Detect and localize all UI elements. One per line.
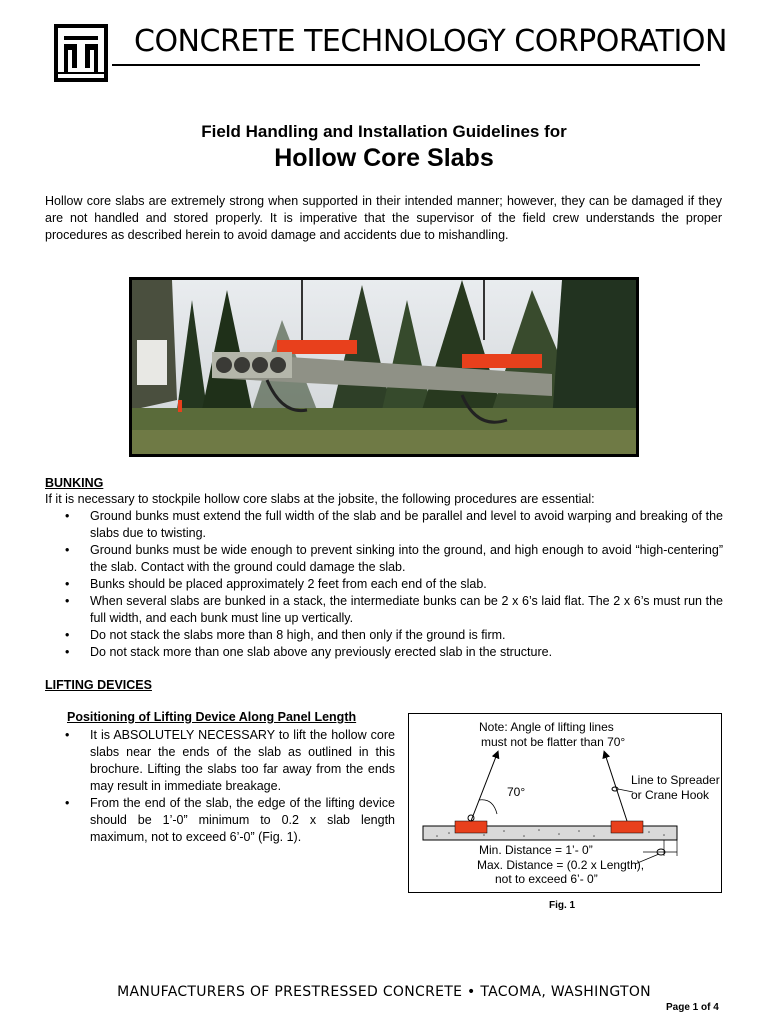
page-number: Page 1 of 4 bbox=[666, 1002, 719, 1013]
company-name: CONCRETE TECHNOLOGY CORPORATION bbox=[134, 24, 727, 59]
list-item: • Ground bunks must extend the full width of the slab and be parallel and level to avoid warping and breaking of the slabs due to twisting. bbox=[65, 509, 723, 540]
ctc-logo-icon bbox=[54, 24, 108, 82]
lifting-list bbox=[45, 727, 395, 846]
note-line-2: must not be flatter than 70° bbox=[481, 735, 626, 749]
bullet-icon: • bbox=[65, 509, 70, 523]
not-exceed-label: not to exceed 6’- 0” bbox=[495, 872, 598, 886]
positioning-subheading: Positioning of Lifting Device Along Panel Length bbox=[67, 710, 357, 724]
bullet-icon: • bbox=[65, 645, 70, 659]
list-item: • It is ABSOLUTELY NECESSARY to lift the hollow core slabs near the ends of the slab as outlined in this brochure. Lifting the slabs too far away from the ends may result in immediate breakage. bbox=[65, 728, 395, 793]
note-line-1: Note: Angle of lifting lines bbox=[479, 720, 614, 734]
bullet-icon: • bbox=[65, 628, 70, 642]
bullet-icon: • bbox=[65, 594, 70, 608]
bullet-icon: • bbox=[65, 543, 70, 557]
figure-caption: Fig. 1 bbox=[549, 900, 576, 911]
footer-text: MANUFACTURERS OF PRESTRESSED CONCRETE • TACOMA, WASHINGTON bbox=[117, 984, 651, 1000]
spreader-label-2: or Crane Hook bbox=[631, 788, 710, 802]
list-item: • Bunks should be placed approximately 2 feet from each end of the slab. bbox=[65, 577, 487, 591]
document-title: Hollow Core Slabs bbox=[274, 144, 494, 172]
bullet-icon: • bbox=[65, 577, 70, 591]
min-distance-label: Min. Distance = 1’- 0” bbox=[479, 843, 593, 857]
bullet-icon: • bbox=[65, 796, 70, 810]
list-item: • Do not stack more than one slab above any previously erected slab in the structure. bbox=[65, 645, 553, 659]
intro-paragraph: Hollow core slabs are extremely strong when supported in their intended manner; however, they can be damaged if they are not handled and stored properly. It is imperative that the supervisor of the field crew understands the proper procedures as described herein to avoid damage and accidents due to mishandling. bbox=[45, 194, 722, 242]
lifting-devices-heading: LIFTING DEVICES bbox=[45, 678, 152, 692]
bullet-icon: • bbox=[65, 728, 70, 742]
bunking-list bbox=[45, 508, 723, 661]
lifting-device-left bbox=[455, 821, 487, 833]
list-item: • Ground bunks must be wide enough to prevent sinking into the ground, and high enough to avoid “high-centering” the slab. Contact with the ground could damage the slab. bbox=[65, 543, 723, 574]
bunking-heading: BUNKING bbox=[45, 476, 104, 490]
bunking-intro: If it is necessary to stockpile hollow core slabs at the jobsite, the following procedures are essential: bbox=[45, 492, 595, 506]
angle-label: 70° bbox=[507, 785, 526, 799]
slab-lifting-photo bbox=[129, 277, 639, 457]
lifting-diagram bbox=[408, 713, 722, 893]
document-subtitle: Field Handling and Installation Guidelines for bbox=[201, 122, 567, 141]
list-item: • From the end of the slab, the edge of the lifting device should be 1’-0” minimum to 0.2 x slab length maximum, not to exceed 6’-0” (Fig. 1). bbox=[65, 796, 395, 844]
list-item: • When several slabs are bunked in a stack, the intermediate bunks can be 2 x 6’s laid flat. The 2 x 6’s must run the full width, and each bunk must line up vertically. bbox=[65, 594, 723, 625]
lifting-device-right bbox=[611, 821, 643, 833]
header-rule bbox=[112, 64, 700, 66]
max-distance-label: Max. Distance = (0.2 x Length), bbox=[477, 858, 645, 872]
list-item: • Do not stack the slabs more than 8 high, and then only if the ground is firm. bbox=[65, 628, 506, 642]
spreader-label-1: Line to Spreader bbox=[631, 773, 720, 787]
